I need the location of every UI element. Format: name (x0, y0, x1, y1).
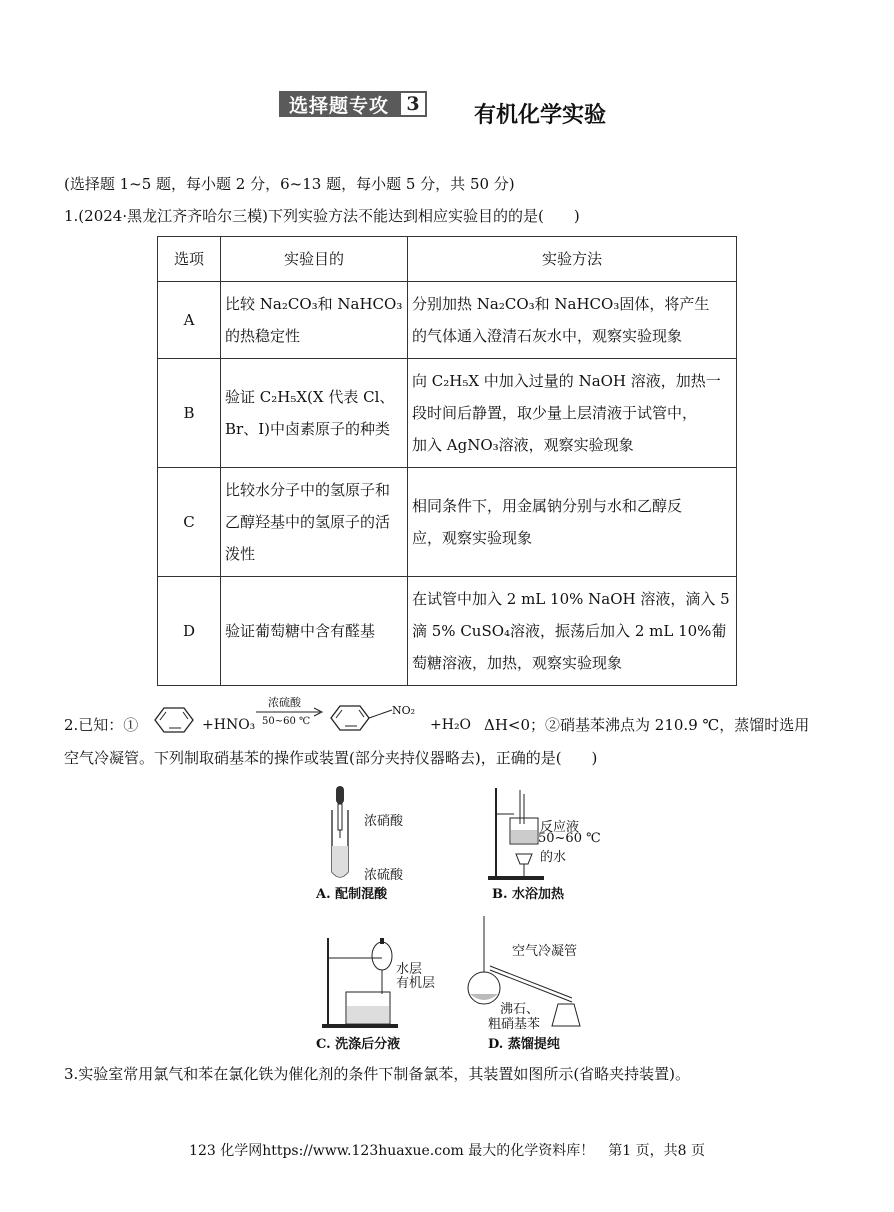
nitro-group-label: NO₂ (392, 704, 416, 717)
purpose-cell (221, 577, 408, 686)
q1-stem: 1.(2024·黑龙江齐齐哈尔三模)下列实验方法不能达到相应实验目的的是( ) (64, 207, 580, 225)
nitrobenzene-structure (326, 700, 396, 736)
header-cell: 选项 (158, 237, 221, 282)
benzene-structure (150, 702, 200, 738)
fig-b-label-1: 反应液 (540, 820, 580, 835)
purpose-line: Br、I)中卤素原子的种类 (225, 420, 390, 438)
q2-enthalpy-note: ΔH<0；②硝基苯沸点为 210.9 ℃，蒸馏时选用 (484, 716, 810, 734)
fig-b-label-3: 的水 (540, 850, 567, 865)
purpose-line: 的热稳定性 (225, 327, 301, 345)
intro-text: (选择题 1~5 题，每小题 2 分，6~13 题，每小题 5 分，共 50 分) (64, 175, 515, 193)
q2-prefix: 2.已知：① (64, 716, 139, 734)
purpose-line: 验证葡萄糖中含有醛基 (225, 622, 376, 640)
fig-c-caption: C. 洗涤后分液 (316, 1037, 401, 1052)
table-row (158, 577, 737, 686)
method-line: 的气体通入澄清石灰水中，观察实验现象 (412, 327, 683, 345)
fig-a-label-top: 浓硝酸 (364, 814, 404, 829)
method-line: 分别加热 Na₂CO₃和 NaHCO₃固体，将产生 (412, 295, 710, 313)
purpose-line: 验证 C₂H₅X(X 代表 Cl、 (225, 388, 395, 406)
water-product: +H₂O (430, 717, 472, 733)
method-cell (408, 577, 737, 686)
page-footer: 123 化学网https://www.123huaxue.com 最大的化学资料库！ 第1 页，共8 页 (189, 1143, 705, 1159)
purpose-line: 比较 Na₂CO₃和 NaHCO₃ (225, 295, 403, 313)
table-row (158, 359, 737, 468)
method-line: 加入 AgNO₃溶液，观察实验现象 (412, 436, 634, 454)
banner-number: 3 (399, 91, 427, 117)
reagent-hno3: +HNO₃ (202, 717, 256, 733)
method-line: 段时间后静置，取少量上层清液于试管中， (412, 404, 698, 422)
fig-c-apparatus (318, 934, 398, 1034)
method-cell (408, 282, 737, 359)
q3-stem: 3.实验室常用氯气和苯在氯化铁为催化剂的条件下制备氯苯，其装置如图所示(省略夹持装置)。 (64, 1065, 691, 1083)
q1-table (157, 236, 737, 686)
fig-d-label-2: 沸石、 (500, 1002, 540, 1017)
header-cell: 实验目的 (221, 237, 408, 282)
method-cell (408, 359, 737, 468)
option-cell: A (158, 282, 221, 359)
purpose-cell (221, 359, 408, 468)
purpose-line: 泼性 (225, 545, 256, 563)
option-cell: B (158, 359, 221, 468)
purpose-line: 乙醇羟基中的氢原子的活 (225, 513, 391, 531)
fig-c-label-2: 有机层 (396, 976, 436, 991)
arrow-bottom-label: 50~60 ℃ (262, 716, 311, 727)
method-line: 向 C₂H₅X 中加入过量的 NaOH 溶液，加热一 (412, 372, 721, 390)
fig-c-label-1: 水层 (396, 962, 423, 977)
method-cell (408, 468, 737, 577)
q2-line2: 空气冷凝管。下列制取硝基苯的操作或装置(部分夹持仪器略去)，正确的是( ) (64, 749, 598, 767)
fig-d-label-3: 粗硝基苯 (488, 1017, 541, 1032)
arrow-top-label: 浓硫酸 (268, 696, 301, 709)
fig-b-apparatus (488, 784, 544, 884)
table-row (158, 282, 737, 359)
method-line: 萄糖溶液，加热，观察实验现象 (412, 654, 623, 672)
fig-b-label-2: 50~60 ℃ (538, 831, 601, 846)
method-line: 相同条件下，用金属钠分别与水和乙醇反 (412, 497, 683, 515)
method-line: 滴 5% CuSO₄溶液，振荡后加入 2 mL 10%葡 (412, 622, 727, 640)
banner-label: 选择题专攻 (279, 91, 399, 117)
method-line: 在试管中加入 2 mL 10% NaOH 溶液，滴入 5 (412, 590, 730, 608)
fig-a-caption: A. 配制混酸 (316, 887, 388, 902)
page-title: 有机化学实验 (474, 103, 607, 128)
table-header-row (158, 237, 737, 282)
option-cell: D (158, 577, 221, 686)
table-row (158, 468, 737, 577)
option-cell: C (158, 468, 221, 577)
fig-a-label-bottom: 浓硫酸 (364, 868, 404, 883)
purpose-line: 比较水分子中的氢原子和 (225, 481, 391, 499)
purpose-cell (221, 282, 408, 359)
section-banner (279, 91, 427, 117)
fig-d-label-1: 空气冷凝管 (512, 944, 578, 959)
fig-d-caption: D. 蒸馏提纯 (488, 1037, 560, 1052)
header-cell: 实验方法 (408, 237, 737, 282)
fig-b-caption: B. 水浴加热 (492, 887, 565, 902)
method-line: 应，观察实验现象 (412, 529, 533, 547)
purpose-cell (221, 468, 408, 577)
fig-a-apparatus (320, 784, 360, 884)
